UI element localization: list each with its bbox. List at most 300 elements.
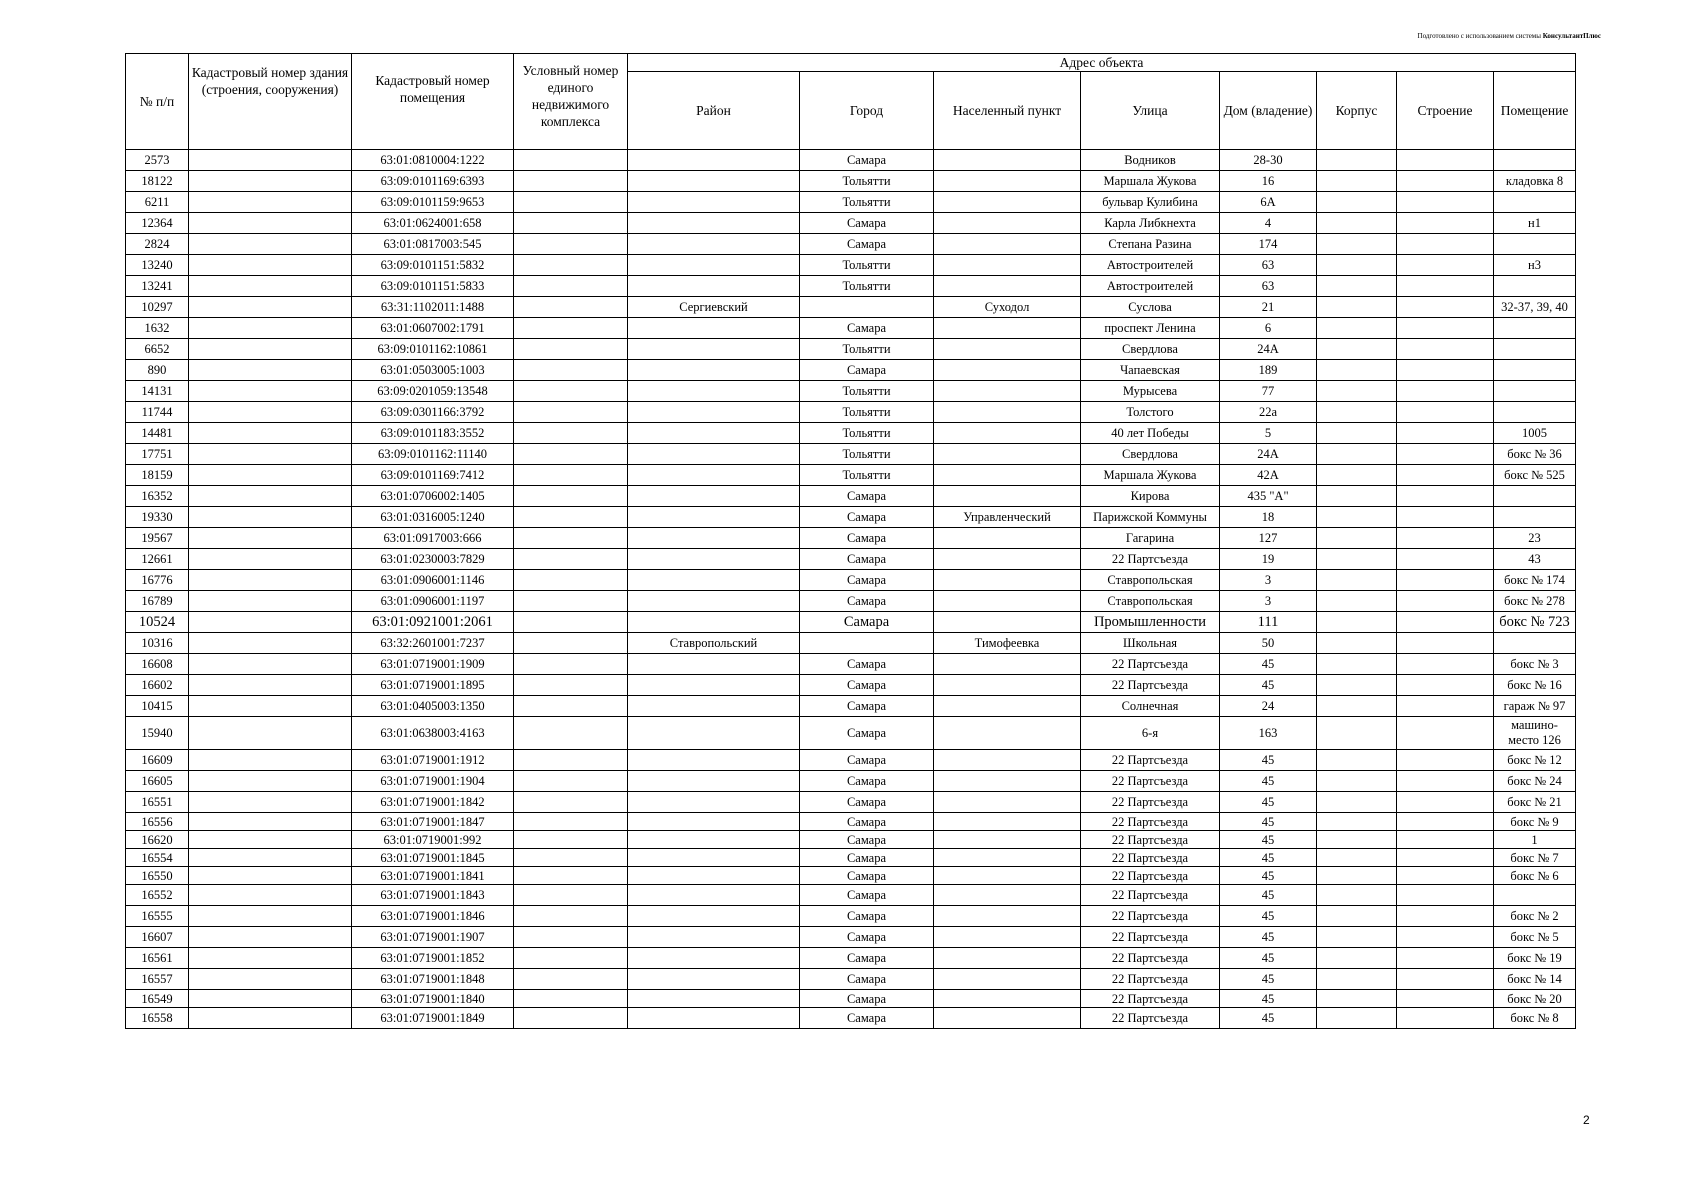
cell-street: Степана Разина: [1081, 234, 1220, 255]
cell-street: Гагарина: [1081, 528, 1220, 549]
cell-settlement: [934, 276, 1081, 297]
cell-corpus: [1317, 675, 1397, 696]
cell-district: [628, 276, 800, 297]
cell-building-cadastral: [189, 297, 352, 318]
cell-num: 12661: [126, 549, 189, 570]
table-row: [126, 192, 1576, 213]
cell-room-cadastral: 63:32:2601001:7237: [352, 633, 514, 654]
cell-corpus: [1317, 612, 1397, 633]
cell-district: [628, 867, 800, 885]
cell-num: 16550: [126, 867, 189, 885]
cell-num: 16607: [126, 927, 189, 948]
cell-settlement: [934, 213, 1081, 234]
cell-city: Тольятти: [800, 192, 934, 213]
table-row: [126, 675, 1576, 696]
cell-building-cadastral: [189, 867, 352, 885]
cell-building-cadastral: [189, 276, 352, 297]
cell-complex-number: [514, 276, 628, 297]
cell-corpus: [1317, 234, 1397, 255]
col-header-district: Район: [628, 72, 800, 150]
cell-building: [1397, 423, 1494, 444]
cell-house: 45: [1220, 885, 1317, 906]
cell-city: Самара: [800, 750, 934, 771]
cell-num: 15940: [126, 717, 189, 750]
cell-building: [1397, 792, 1494, 813]
cell-settlement: [934, 867, 1081, 885]
cell-num: 16558: [126, 1008, 189, 1029]
cell-num: 10524: [126, 612, 189, 633]
cell-corpus: [1317, 849, 1397, 867]
cell-room: бокс № 3: [1494, 654, 1576, 675]
cell-city: Тольятти: [800, 255, 934, 276]
cell-house: 45: [1220, 771, 1317, 792]
cell-building: [1397, 318, 1494, 339]
cell-building: [1397, 717, 1494, 750]
cell-room: бокс № 9: [1494, 813, 1576, 831]
cell-street: 22 Партсъезда: [1081, 948, 1220, 969]
cell-street: Парижской Коммуны: [1081, 507, 1220, 528]
cell-corpus: [1317, 1008, 1397, 1029]
cell-city: Тольятти: [800, 423, 934, 444]
table-row: [126, 771, 1576, 792]
cell-house: 28-30: [1220, 150, 1317, 171]
cell-house: 16: [1220, 171, 1317, 192]
cell-room: [1494, 192, 1576, 213]
cell-building: [1397, 486, 1494, 507]
cell-num: 13241: [126, 276, 189, 297]
cell-city: Самара: [800, 969, 934, 990]
cell-complex-number: [514, 213, 628, 234]
cell-district: [628, 849, 800, 867]
cell-room: [1494, 360, 1576, 381]
cell-district: [628, 213, 800, 234]
cell-city: Самара: [800, 948, 934, 969]
cell-house: 19: [1220, 549, 1317, 570]
cell-corpus: [1317, 867, 1397, 885]
cell-settlement: [934, 255, 1081, 276]
cell-room: 43: [1494, 549, 1576, 570]
cell-house: 45: [1220, 654, 1317, 675]
cell-settlement: [934, 171, 1081, 192]
cell-street: 22 Партсъезда: [1081, 849, 1220, 867]
cell-district: [628, 570, 800, 591]
cell-num: 16609: [126, 750, 189, 771]
cell-building-cadastral: [189, 831, 352, 849]
cell-settlement: [934, 549, 1081, 570]
cell-num: 16602: [126, 675, 189, 696]
cell-complex-number: [514, 792, 628, 813]
table-row: [126, 423, 1576, 444]
table-row: [126, 171, 1576, 192]
cell-house: 4: [1220, 213, 1317, 234]
cell-room-cadastral: 63:01:0719001:1848: [352, 969, 514, 990]
cell-settlement: [934, 192, 1081, 213]
cell-city: Самара: [800, 486, 934, 507]
cell-settlement: Суходол: [934, 297, 1081, 318]
cell-district: [628, 192, 800, 213]
cell-complex-number: [514, 927, 628, 948]
cell-num: 11744: [126, 402, 189, 423]
cell-building: [1397, 255, 1494, 276]
cell-corpus: [1317, 591, 1397, 612]
cell-building-cadastral: [189, 906, 352, 927]
cell-num: 17751: [126, 444, 189, 465]
cell-room-cadastral: 63:01:0719001:1852: [352, 948, 514, 969]
cell-settlement: [934, 813, 1081, 831]
cell-num: 1632: [126, 318, 189, 339]
cell-room-cadastral: 63:01:0624001:658: [352, 213, 514, 234]
cell-corpus: [1317, 633, 1397, 654]
cell-num: 16608: [126, 654, 189, 675]
cell-building: [1397, 969, 1494, 990]
cell-num: 6211: [126, 192, 189, 213]
cell-building: [1397, 750, 1494, 771]
col-header-num: № п/п: [126, 54, 189, 150]
cell-city: Самара: [800, 549, 934, 570]
cell-building: [1397, 213, 1494, 234]
cell-room: гараж № 97: [1494, 696, 1576, 717]
cell-settlement: [934, 906, 1081, 927]
cell-room-cadastral: 63:01:0719001:1849: [352, 1008, 514, 1029]
table-row: [126, 213, 1576, 234]
cell-house: 174: [1220, 234, 1317, 255]
cell-street: 6-я: [1081, 717, 1220, 750]
cell-settlement: [934, 360, 1081, 381]
col-header-corpus: Корпус: [1317, 72, 1397, 150]
cell-settlement: [934, 771, 1081, 792]
col-header-building-cadastral: Кадастровый номер здания (строения, сооружения): [189, 54, 352, 150]
cell-num: 890: [126, 360, 189, 381]
cell-street: Маршала Жукова: [1081, 465, 1220, 486]
cell-city: Самара: [800, 849, 934, 867]
cell-building-cadastral: [189, 507, 352, 528]
cell-district: [628, 234, 800, 255]
cell-settlement: [934, 423, 1081, 444]
cell-corpus: [1317, 696, 1397, 717]
cell-settlement: [934, 990, 1081, 1008]
cell-num: 10316: [126, 633, 189, 654]
cell-room: н3: [1494, 255, 1576, 276]
table-row: [126, 234, 1576, 255]
cell-city: Самара: [800, 234, 934, 255]
cell-corpus: [1317, 969, 1397, 990]
cell-street: 22 Партсъезда: [1081, 813, 1220, 831]
cell-corpus: [1317, 906, 1397, 927]
cell-corpus: [1317, 750, 1397, 771]
table-row: [126, 381, 1576, 402]
cell-complex-number: [514, 654, 628, 675]
table-row: [126, 297, 1576, 318]
cell-corpus: [1317, 927, 1397, 948]
cell-street: 22 Партсъезда: [1081, 906, 1220, 927]
cell-street: 22 Партсъезда: [1081, 885, 1220, 906]
cell-district: [628, 171, 800, 192]
cell-building-cadastral: [189, 717, 352, 750]
cell-complex-number: [514, 423, 628, 444]
cell-settlement: [934, 234, 1081, 255]
cell-num: 12364: [126, 213, 189, 234]
table-row: [126, 150, 1576, 171]
cell-district: [628, 969, 800, 990]
cell-city: Самара: [800, 213, 934, 234]
cell-district: [628, 507, 800, 528]
cell-corpus: [1317, 948, 1397, 969]
cell-building-cadastral: [189, 612, 352, 633]
cell-room: бокс № 6: [1494, 867, 1576, 885]
cell-room-cadastral: 63:01:0719001:1909: [352, 654, 514, 675]
table-row: [126, 792, 1576, 813]
cell-corpus: [1317, 486, 1397, 507]
cell-corpus: [1317, 813, 1397, 831]
cell-corpus: [1317, 570, 1397, 591]
table-row: [126, 885, 1576, 906]
cell-street: 22 Партсъезда: [1081, 1008, 1220, 1029]
cell-street: 22 Партсъезда: [1081, 549, 1220, 570]
cell-city: Тольятти: [800, 276, 934, 297]
cell-building: [1397, 339, 1494, 360]
table-row: [126, 717, 1576, 750]
cell-city: Тольятти: [800, 402, 934, 423]
cell-complex-number: [514, 885, 628, 906]
cell-room-cadastral: 63:09:0101159:9653: [352, 192, 514, 213]
cell-building-cadastral: [189, 633, 352, 654]
table-row: [126, 339, 1576, 360]
cell-room: бокс № 5: [1494, 927, 1576, 948]
cell-num: 19567: [126, 528, 189, 549]
cell-building-cadastral: [189, 885, 352, 906]
cell-corpus: [1317, 717, 1397, 750]
table-row: [126, 1008, 1576, 1029]
cell-district: [628, 423, 800, 444]
cell-house: 45: [1220, 675, 1317, 696]
table-row: [126, 750, 1576, 771]
cell-complex-number: [514, 771, 628, 792]
cell-room-cadastral: 63:01:0921001:2061: [352, 612, 514, 633]
cell-num: 16555: [126, 906, 189, 927]
table-row: [126, 528, 1576, 549]
cell-room-cadastral: 63:01:0230003:7829: [352, 549, 514, 570]
cell-num: 16605: [126, 771, 189, 792]
cell-street: Толстого: [1081, 402, 1220, 423]
cell-district: [628, 486, 800, 507]
cell-city: Тольятти: [800, 444, 934, 465]
cell-house: 435 "А": [1220, 486, 1317, 507]
table-row: [126, 486, 1576, 507]
table-row: [126, 507, 1576, 528]
cell-room-cadastral: 63:01:0719001:1843: [352, 885, 514, 906]
col-header-city: Город: [800, 72, 934, 150]
cell-complex-number: [514, 444, 628, 465]
cell-district: [628, 360, 800, 381]
table-row: [126, 867, 1576, 885]
cell-room-cadastral: 63:01:0405003:1350: [352, 696, 514, 717]
cell-building: [1397, 549, 1494, 570]
cell-complex-number: [514, 234, 628, 255]
cell-corpus: [1317, 381, 1397, 402]
cell-corpus: [1317, 276, 1397, 297]
cell-room-cadastral: 63:09:0101169:7412: [352, 465, 514, 486]
cell-district: [628, 792, 800, 813]
cell-corpus: [1317, 213, 1397, 234]
table-row: [126, 927, 1576, 948]
cell-district: [628, 927, 800, 948]
header-note-brand: КонсультантПлюс: [1542, 32, 1601, 40]
cell-city: Самара: [800, 831, 934, 849]
cell-room: [1494, 402, 1576, 423]
table-row: [126, 948, 1576, 969]
table-row: [126, 402, 1576, 423]
cell-building: [1397, 927, 1494, 948]
cell-num: 16620: [126, 831, 189, 849]
cell-district: [628, 318, 800, 339]
table-row: [126, 831, 1576, 849]
cell-settlement: [934, 849, 1081, 867]
cell-corpus: [1317, 297, 1397, 318]
cell-settlement: [934, 885, 1081, 906]
cell-complex-number: [514, 612, 628, 633]
cell-city: Самара: [800, 318, 934, 339]
cell-city: Самара: [800, 867, 934, 885]
cell-room-cadastral: 63:09:0301166:3792: [352, 402, 514, 423]
cell-city: [800, 297, 934, 318]
cell-complex-number: [514, 465, 628, 486]
cell-complex-number: [514, 969, 628, 990]
cell-complex-number: [514, 150, 628, 171]
table-row: [126, 633, 1576, 654]
cell-building: [1397, 948, 1494, 969]
cell-complex-number: [514, 591, 628, 612]
cell-room-cadastral: 63:01:0719001:1912: [352, 750, 514, 771]
cell-complex-number: [514, 750, 628, 771]
cell-room: бокс № 14: [1494, 969, 1576, 990]
cell-room-cadastral: 63:01:0719001:1840: [352, 990, 514, 1008]
cell-house: 42А: [1220, 465, 1317, 486]
cell-district: [628, 948, 800, 969]
cell-room-cadastral: 63:01:0719001:1895: [352, 675, 514, 696]
cell-street: 22 Партсъезда: [1081, 792, 1220, 813]
cell-num: 18122: [126, 171, 189, 192]
cell-num: 16352: [126, 486, 189, 507]
cell-complex-number: [514, 570, 628, 591]
cell-num: 16557: [126, 969, 189, 990]
cell-corpus: [1317, 507, 1397, 528]
col-header-house: Дом (владение): [1220, 72, 1317, 150]
cell-district: [628, 381, 800, 402]
header-note: [1418, 32, 1601, 40]
cell-building: [1397, 360, 1494, 381]
cell-room: бокс № 525: [1494, 465, 1576, 486]
table-row: [126, 465, 1576, 486]
cell-city: Самара: [800, 717, 934, 750]
cell-settlement: [934, 528, 1081, 549]
cell-num: 18159: [126, 465, 189, 486]
cell-building: [1397, 276, 1494, 297]
table-row: [126, 990, 1576, 1008]
cell-complex-number: [514, 906, 628, 927]
cell-district: [628, 750, 800, 771]
cell-house: 24: [1220, 696, 1317, 717]
cell-building: [1397, 234, 1494, 255]
cell-settlement: Тимофеевка: [934, 633, 1081, 654]
cell-settlement: [934, 654, 1081, 675]
cell-num: 16549: [126, 990, 189, 1008]
cell-room-cadastral: 63:01:0719001:1846: [352, 906, 514, 927]
cell-room-cadastral: 63:01:0917003:666: [352, 528, 514, 549]
cell-district: [628, 528, 800, 549]
cell-district: [628, 402, 800, 423]
cell-district: [628, 549, 800, 570]
cell-corpus: [1317, 771, 1397, 792]
table-row: [126, 276, 1576, 297]
cell-corpus: [1317, 255, 1397, 276]
cell-building: [1397, 813, 1494, 831]
cell-settlement: [934, 570, 1081, 591]
cell-street: 40 лет Победы: [1081, 423, 1220, 444]
cell-building-cadastral: [189, 486, 352, 507]
cell-num: 14481: [126, 423, 189, 444]
cell-room: бокс № 21: [1494, 792, 1576, 813]
cell-settlement: [934, 969, 1081, 990]
cell-building: [1397, 591, 1494, 612]
cell-city: Тольятти: [800, 339, 934, 360]
cell-street: проспект Ленина: [1081, 318, 1220, 339]
cell-corpus: [1317, 528, 1397, 549]
table-body: [126, 150, 1576, 1029]
cell-settlement: [934, 381, 1081, 402]
cell-complex-number: [514, 381, 628, 402]
cell-house: 45: [1220, 831, 1317, 849]
cell-settlement: [934, 444, 1081, 465]
cell-district: [628, 696, 800, 717]
cell-num: 19330: [126, 507, 189, 528]
cell-house: 45: [1220, 750, 1317, 771]
cell-city: Самара: [800, 360, 934, 381]
header-note-text: Подготовлено с использованием системы: [1417, 32, 1541, 40]
cell-district: [628, 255, 800, 276]
cell-street: Мурысева: [1081, 381, 1220, 402]
cell-street: 22 Партсъезда: [1081, 831, 1220, 849]
cell-building-cadastral: [189, 990, 352, 1008]
cell-building: [1397, 465, 1494, 486]
cell-num: 13240: [126, 255, 189, 276]
cell-num: 14131: [126, 381, 189, 402]
cell-house: 22а: [1220, 402, 1317, 423]
cell-building: [1397, 831, 1494, 849]
cell-complex-number: [514, 990, 628, 1008]
cell-street: Водников: [1081, 150, 1220, 171]
cell-house: 50: [1220, 633, 1317, 654]
cell-building-cadastral: [189, 465, 352, 486]
cell-street: Ставропольская: [1081, 591, 1220, 612]
cell-complex-number: [514, 696, 628, 717]
cell-district: [628, 465, 800, 486]
cell-street: Солнечная: [1081, 696, 1220, 717]
cell-room: бокс № 20: [1494, 990, 1576, 1008]
cell-building-cadastral: [189, 360, 352, 381]
col-header-address-group: Адрес объекта: [628, 54, 1576, 72]
cell-house: 77: [1220, 381, 1317, 402]
cell-house: 45: [1220, 948, 1317, 969]
cell-city: Самара: [800, 1008, 934, 1029]
table-row: [126, 696, 1576, 717]
cell-building-cadastral: [189, 750, 352, 771]
col-header-building: Строение: [1397, 72, 1494, 150]
cell-house: 163: [1220, 717, 1317, 750]
cell-street: 22 Партсъезда: [1081, 927, 1220, 948]
table-row: [126, 612, 1576, 633]
cell-building-cadastral: [189, 402, 352, 423]
cell-num: 16789: [126, 591, 189, 612]
